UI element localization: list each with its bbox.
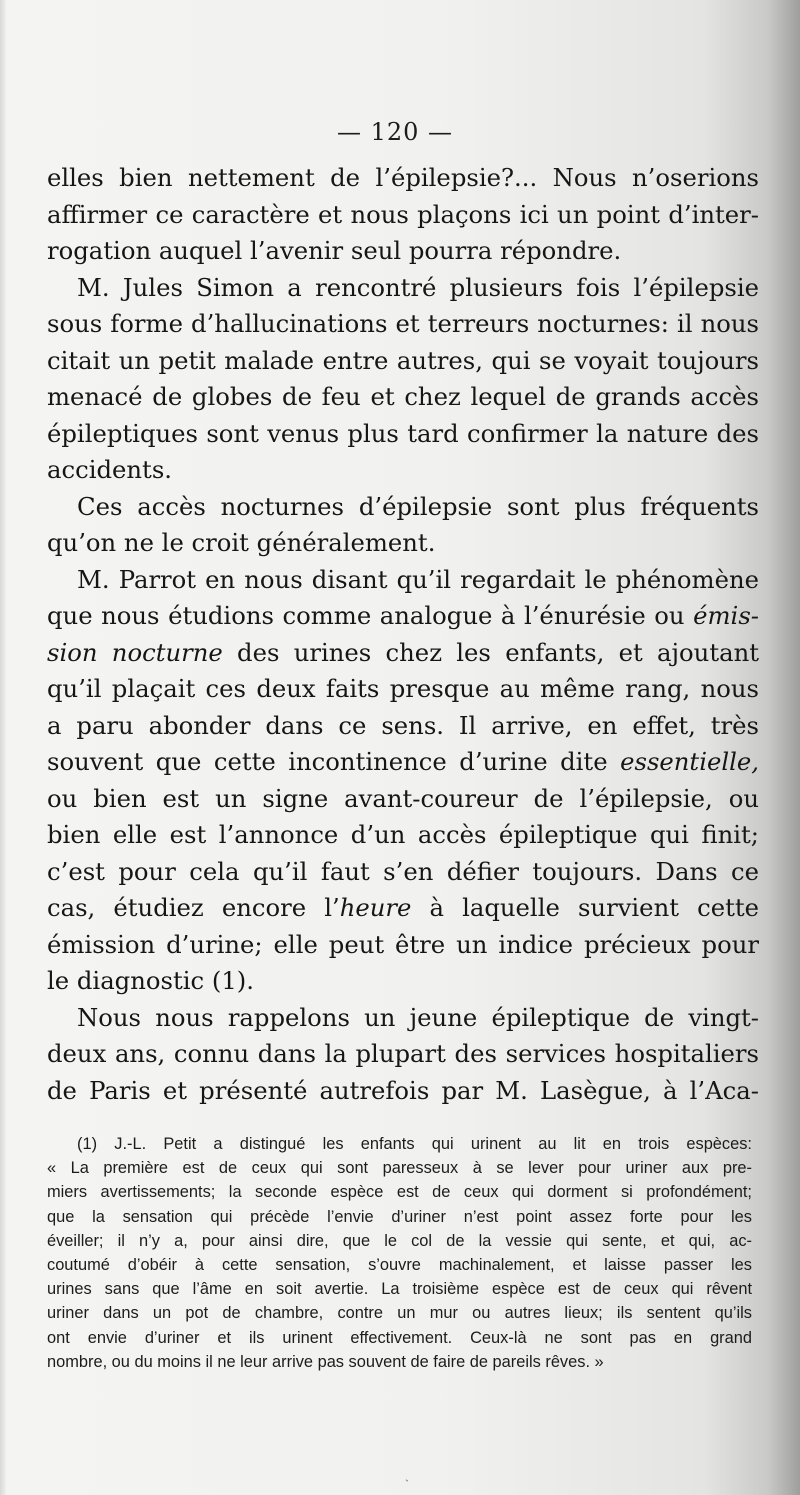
text-line (47, 890, 759, 927)
text-line: Ces accès nocturnes d’épilepsie sont plus fréquents (77, 491, 759, 521)
text-line: M. Jules Simon a rencontré plusieurs fois l’épilepsie (77, 272, 759, 302)
footnote-line: urines sans que l’âme en soit avertie. La troisième espèce est de ceux qui rêvent (47, 1280, 752, 1299)
text-line: qu’il plaçait ces deux faits presque au même rang, nous (47, 674, 759, 703)
text-line: émission d’urine; elle peut être un indice précieux pour (47, 929, 759, 959)
page-edge-shadow (0, 0, 6, 1495)
text-line (47, 744, 759, 781)
text-line (47, 635, 759, 672)
text-run: souvent que cette incontinence d’urine dite (47, 747, 621, 776)
footnote-line: nombre, ou du moins il ne leur arrive pas souvent de faire de pareils rêves. » (47, 1352, 604, 1371)
text-run: à laquelle survient cette (411, 893, 759, 922)
footnote-line: « La première est de ceux qui sont paresseux à se lever pour uriner aux pre- (47, 1159, 752, 1178)
footnote-line: que la sensation qui précède l’envie d’uriner n’est point assez forte pour les (47, 1207, 752, 1226)
text-line (47, 598, 759, 635)
text-line: rogation auquel l’avenir seul pourra répondre. (47, 236, 622, 265)
text-run: cas, étudiez encore l’ (47, 893, 340, 922)
italic-run: émis- (693, 601, 759, 630)
italic-run: sion nocturne (47, 637, 223, 667)
footnote-line: miers avertissements; la seconde espèce est de ceux qui dorment si profondément; (47, 1183, 752, 1202)
printer-mark: ˎ (405, 1468, 409, 1482)
text-line: affirmer ce caractère et nous plaçons ici un point d’inter- (47, 199, 759, 229)
text-line: citait un petit malade entre autres, qui se voyait toujours (47, 345, 759, 375)
footnote-line: coutumé d’obéir à cette sensation, s’ouvre machinalement, et laisse passer les (47, 1255, 752, 1274)
text-line: a paru abonder dans ce sens. Il arrive, en effet, très (47, 710, 759, 740)
footnote (47, 1132, 752, 1374)
text-line: deux ans, connu dans la plupart des services hospitaliers (47, 1039, 759, 1068)
text-line: ou bien est un signe avant-coureur de l’épilepsie, ou (47, 783, 759, 813)
italic-run: essentielle, (620, 747, 759, 776)
text-line: de Paris et présenté autrefois par M. Lasègue, à l’Aca- (47, 1075, 759, 1105)
text-line: Nous nous rappelons un jeune épileptique de vingt- (77, 1002, 759, 1032)
text-line: menacé de globes de feu et chez lequel de grands accès (47, 382, 759, 411)
italic-run: heure (339, 893, 412, 922)
footnote-line: éveiller; il n’y a, pour ainsi dire, que le col de la vessie qui sente, et qui, ac- (47, 1231, 752, 1250)
text-line: bien elle est l’annonce d’un accès épileptique qui finit; (47, 820, 759, 849)
text-run: des urines chez les enfants, et ajoutant (222, 637, 759, 667)
text-line: M. Parrot en nous disant qu’il regardait le phénomène (77, 564, 759, 594)
text-line: qu’on ne le croit généralement. (47, 528, 436, 557)
footnote-line: uriner dans un pot de chambre, contre un mur ou autres lieux; ils sentent qu’ils (47, 1304, 752, 1323)
footnote-line: (1) J.-L. Petit a distingué les enfants qui urinent au lit en trois espèces: (77, 1135, 752, 1153)
text-line: sous forme d’hallucinations et terreurs nocturnes: il nous (47, 309, 759, 338)
body-text (47, 160, 759, 1109)
text-line: le diagnostic (1). (47, 966, 254, 995)
page-number: — 120 — (336, 118, 454, 146)
text-run: que nous étudions comme analogue à l’énurésie ou (47, 601, 694, 630)
text-line: épileptiques sont venus plus tard confirmer la nature des (47, 418, 759, 448)
text-line: accidents. (47, 455, 173, 484)
text-line: elles bien nettement de l’épilepsie?... Nous n’oserions (47, 163, 759, 192)
footnote-line: ont envie d’uriner et ils urinent effectivement. Ceux-là ne sont pas en grand (47, 1328, 752, 1347)
text-line: c’est pour cela qu’il faut s’en défier toujours. Dans ce (47, 856, 759, 886)
